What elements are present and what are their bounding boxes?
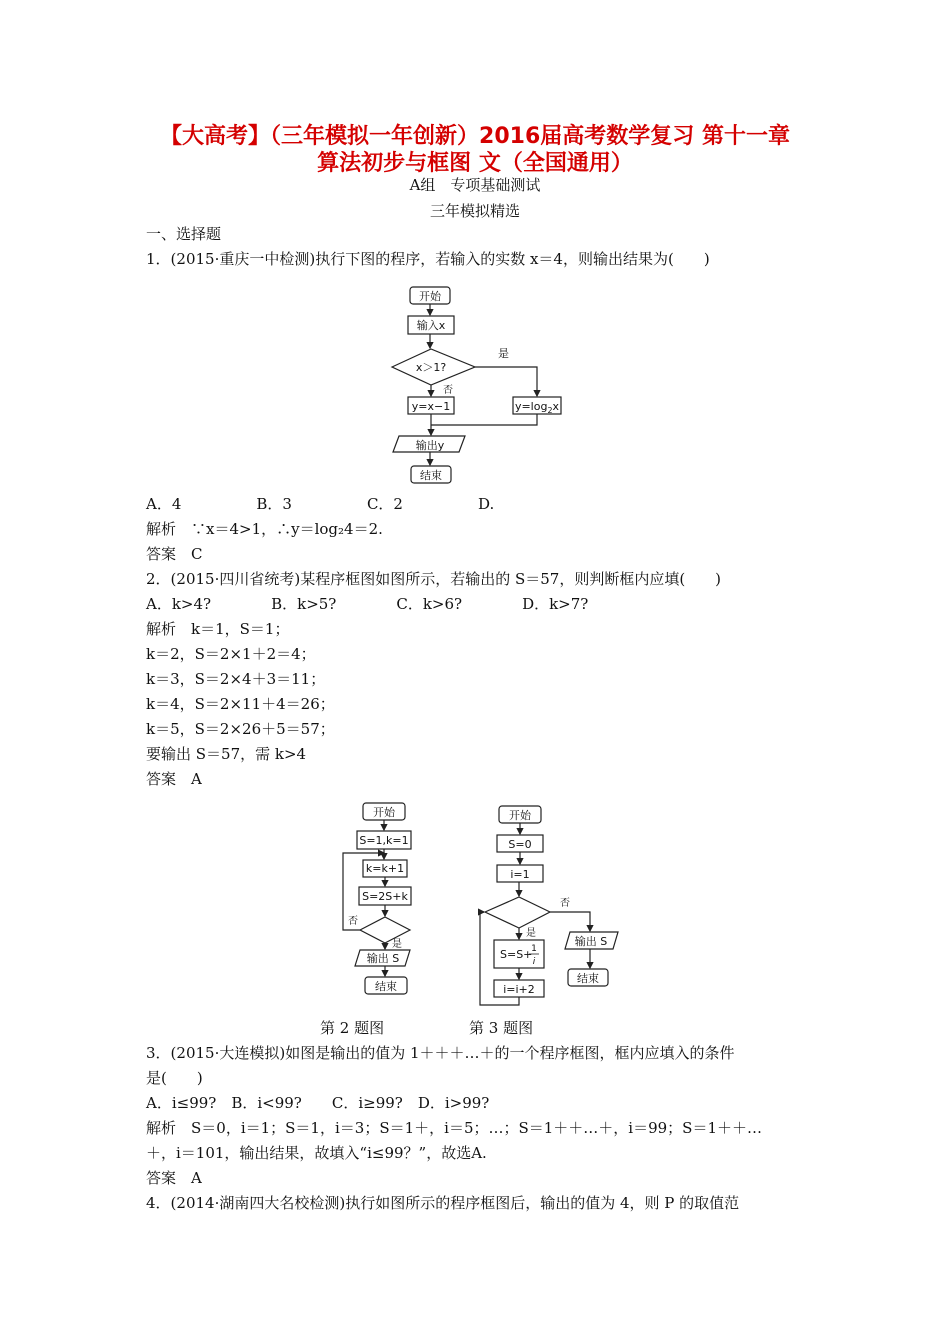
q1-answer: 答案 C <box>146 545 203 563</box>
q3-options: A．i≤99? B．i<99? C．i≥99? D．i>99? <box>146 1094 490 1112</box>
fig3-s0: S=0 <box>508 838 532 851</box>
fig3-condition-diamond <box>485 897 550 928</box>
q3-answer: 答案 A <box>146 1169 202 1187</box>
fig1-no: 否 <box>443 385 453 396</box>
q2-answer: 答案 A <box>146 770 202 788</box>
fig2-caption: 第 2 题图 <box>320 1019 385 1037</box>
q2-stem: 2．(2015·四川省统考)某程序框图如图所示，若输出的 S＝57，则判断框内应填( ) <box>146 570 722 588</box>
group-heading: A组 专项基础测试 <box>409 176 541 194</box>
part-heading: 一、选择题 <box>146 225 222 243</box>
q3-stem-1: 3．(2015·大连模拟)如图是输出的值为 1＋＋＋…＋的一个程序框图，框内应填入的条件 <box>146 1044 735 1062</box>
fig3-output: 输出 S <box>574 935 608 948</box>
fig2-no: 否 <box>348 916 358 927</box>
fig2-inc: k=k+1 <box>365 862 405 875</box>
fig1-yes: 是 <box>498 347 509 360</box>
q3-analysis-2: ＋，i＝101，输出结果，故填入“i≤99？”，故选A. <box>146 1144 487 1162</box>
figure-3-flowchart <box>470 800 630 1010</box>
doc-title-line1: 【大高考】（三年模拟一年创新）2016届高考数学复习 第十一章 <box>160 124 790 149</box>
fig3-caption: 第 3 题图 <box>469 1019 534 1037</box>
figure-2-flowchart <box>330 800 450 1005</box>
section-heading: 三年模拟精选 <box>429 202 520 220</box>
fig1-end: 结束 <box>420 469 442 482</box>
fig1-cond: x＞1? <box>415 361 447 374</box>
fig1-output: 输出y <box>415 439 445 452</box>
figure-1-flowchart <box>385 283 570 485</box>
q2-analysis-4: k＝4，S＝2×11＋4＝26； <box>146 695 335 713</box>
fig3-no: 否 <box>560 898 570 909</box>
fig3-start: 开始 <box>509 809 531 822</box>
fig2-update: S=2S+k <box>362 890 408 903</box>
fig3-frac-den: i <box>532 957 536 967</box>
q2-analysis-3: k＝3，S＝2×4＋3＝11； <box>146 670 326 688</box>
fig3-frac-num: 1 <box>531 944 537 954</box>
q2-analysis-2: k＝2，S＝2×1＋2＝4； <box>146 645 316 663</box>
q2-analysis-5: k＝5，S＝2×26＋5＝57； <box>146 720 335 738</box>
q1-stem: 1．(2015·重庆一中检测)执行下图的程序，若输入的实数 x＝4，则输出结果为( ) <box>146 250 710 268</box>
q1-options: A．4 B．3 C．2 D. <box>146 495 495 513</box>
fig2-start: 开始 <box>373 806 395 819</box>
fig3-i1: i=1 <box>510 868 530 881</box>
q2-analysis-6: 要输出 S＝57，需 k>4 <box>146 745 307 763</box>
q4-stem: 4．(2014·湖南四大名校检测)执行如图所示的程序框图后，输出的值为 4，则 P 的取值范 <box>146 1194 740 1212</box>
fig3-yes: 是 <box>526 928 536 939</box>
fig1-right: $y=\log_2x$ <box>514 400 560 415</box>
fig1-left: y=x−1 <box>411 400 451 413</box>
fig2-output: 输出 S <box>366 952 400 965</box>
fig3-update: S=S+ <box>500 948 533 961</box>
q3-stem-2: 是( ) <box>146 1069 203 1087</box>
fig2-init: S=1,k=1 <box>359 834 409 847</box>
q2-analysis-1: 解析 k＝1，S＝1； <box>146 620 290 638</box>
doc-title-line2: 算法初步与框图 文（全国通用） <box>317 151 633 176</box>
fig3-inc: i=i+2 <box>503 983 535 996</box>
fig2-yes: 是 <box>392 939 402 950</box>
fig3-end: 结束 <box>577 972 599 985</box>
fig1-start: 开始 <box>419 290 441 303</box>
q3-analysis-1: 解析 S＝0，i＝1；S＝1，i＝3；S＝1＋，i＝5；…；S＝1＋＋…＋，i＝99；S＝1＋＋… <box>146 1119 763 1137</box>
q2-options: A．k>4? B．k>5? C．k>6? D．k>7? <box>146 595 589 613</box>
fig1-input: 输入x <box>416 319 446 332</box>
fig2-condition-diamond <box>360 917 410 943</box>
q1-analysis: 解析 ∵x＝4>1，∴y＝log₂4＝2. <box>146 520 383 538</box>
fig2-end: 结束 <box>375 980 397 993</box>
